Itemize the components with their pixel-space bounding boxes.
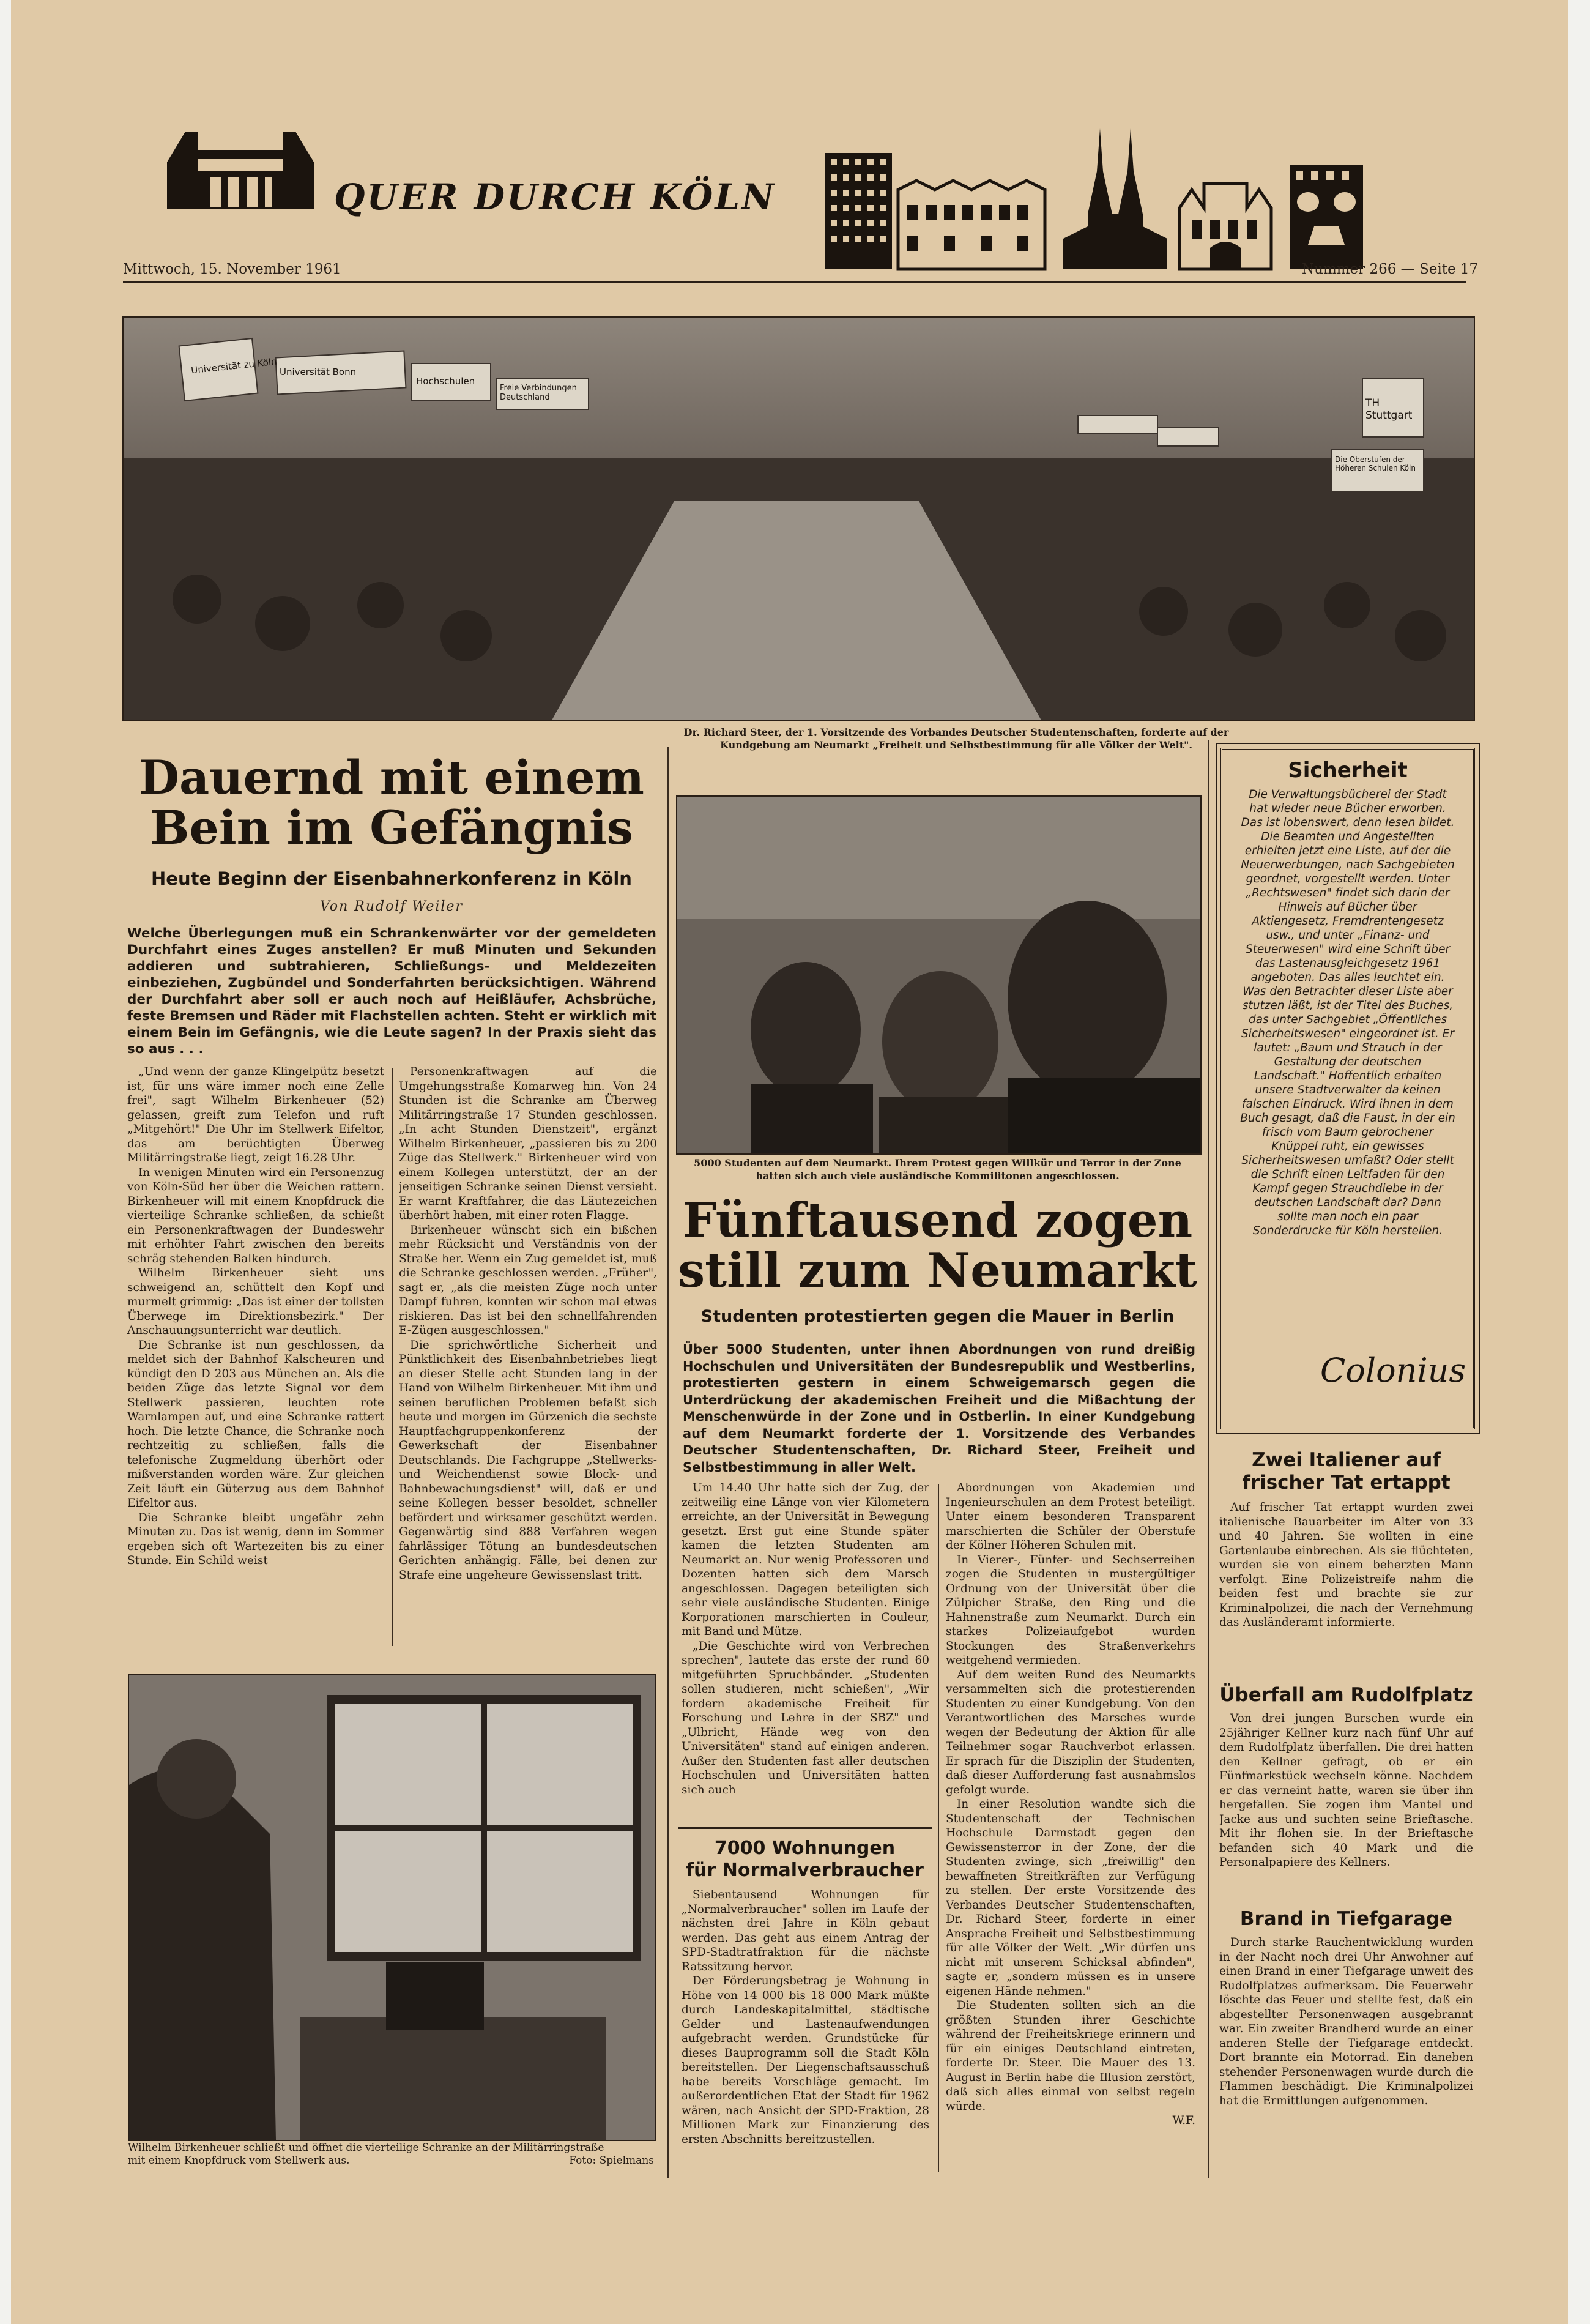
article1-paragraph: Wilhelm Birkenheuer sieht uns schweigend an, schüttelt den Kopf und murmelt grimmig: „Das ist einer der tollsten Überwege im Direktionsbezirk." Der Anschauungsunterricht war deutlich. (127, 1267, 384, 1337)
issue-date: Mittwoch, 15. November 1961 (123, 261, 341, 277)
commentary-title: Sicherheit (1288, 758, 1408, 783)
article3-paragraph: Der Förderungsbetrag je Wohnung in Höhe von 14 000 bis 18 000 Mark müßte durch Landeskapitalmittel, städtische Gelder und Lastenaufwendungen aufgebracht werden. Grundstücke für dieses Bauprogramm soll die Stadt Köln bereitstellen. Der Liegenschaftsausschuß habe bereits Vorschläge gemacht. Im außerordentlichen Etat der Stadt für 1962 wären, nach Ansicht der SPD-Fraktion, 28 Millionen Mark zur Finanzierung des ersten Abschnitts bereitzustellen. (682, 1975, 929, 2146)
article2-headline-line1: Fünftausend zogen (682, 1193, 1193, 1248)
banner-label-6: Die Oberstufen der Höheren Schulen Köln (1335, 455, 1416, 472)
article1-paragraph: Die Schranke ist nun geschlossen, da meldet sich der Bahnhof Kalscheuren und kündigt den D 203 aus München an. Als die beiden Züge das letzte Signal vor dem Stellwerk passieren, leuchten rote Warnlampen auf, und eine Schranke rattert hoch. Die letzte Chance, die Schranke noch rechtzeitig zu schließen, falls die telefonische Zugmeldung überhört oder mißverstanden worden wäre. Zur gleichen Zeit läuft ein Güterzug aus dem Bahnhof Eifeltor aus. (127, 1338, 384, 1510)
article5-text: Von drei jungen Burschen wurde ein 25jähriger Kellner kurz nach fünf Uhr auf dem Rudolfplatz überfallen. Die drei hatten den Kellner gefragt, ob er ein Fünfmarkstück wechseln könne. Nachdem er das verneint hatte, waren sie über ihn hergefallen. Sie zogen ihm Mantel und Jacke aus und suchten seine Brieftasche. Mit ihr flohen sie. In der Brieftasche befanden sich 40 Mark und die Personalpapiere des Kellners. (1219, 1712, 1473, 1869)
article1-paragraph: Die sprichwörtliche Sicherheit und Pünktlichkeit des Eisenbahnbetriebes liegt an dieser Stelle acht Stunden lang in der Hand von Wilhelm Birkenheuer. Mit ihm und seinen beruflichen Problemen befaßt sich heute und morgen im Gürzenich die sechste Hauptfachgruppenkonferenz der Gewerkschaft der Eisenbahner Deutschlands. Die Fachgruppe „Stellwerks- und Weichendienst sowie Block- und Bahnbewachungsdienst" will, daß er und seine Kollegen besser besoldet, schneller befördert und wirksamer geschützt werden. Gegenwärtig sind 888 Verfahren wegen fahrlässiger Tötung an bundesdeutschen Gerichten anhängig. Fälle, bei denen zur Strafe eine ungeheure Gewissenslast tritt. (399, 1338, 657, 1582)
article1-photo-credit: Foto: Spielmans (569, 2155, 654, 2167)
top-photo-caption: Dr. Richard Steer, der 1. Vorsitzende des Vorbandes Deutscher Studentenschaften, forderte auf der Kundgebung am Neumarkt „Freiheit und Selbstbestimmung für alle Völker der Welt". (683, 726, 1229, 751)
top-photo-demonstration (122, 316, 1475, 721)
article1-photo-signalbox (128, 1674, 656, 2141)
banner-label-2: Universität Bonn (280, 367, 357, 378)
article2-subhead: Studenten protestierten gegen die Mauer in Berlin (700, 1307, 1175, 1326)
article2-paragraph: „Die Geschichte wird von Verbrechen sprechen", lautete das erste der rund 60 mitgeführten Spruchbänder. „Studenten sollen studieren, nicht schießen", „Wir fordern akademische Freiheit für Forschung und Lehre in der SBZ" und „Ulbricht, Hände weg von den Universitäten" stand auf einigen anderen. Außer den Studenten fast aller deutschen Hochschulen und Universitäten hatten sich auch (682, 1639, 929, 1797)
article6-text: Durch starke Rauchentwicklung wurden in der Nacht noch drei Uhr Anwohner auf einen Brand in einer Tiefgarage unweit des Rudolfplatzes aufmerksam. Die Feuerwehr löschte das Feuer und stellte fest, daß ein abgestellter Personenwagen ausgebrannt war. Ein zweiter Brandherd wurde an einer anderen Stelle der Tiefgarage entdeckt. Dort brannte ein Motorrad. Ein daneben stehender Personenwagen wurde durch die Flammen beschädigt. Die Kriminalpolizei hat die Ermittlungen aufgenommen. (1219, 1936, 1473, 2107)
article3-column (682, 1888, 929, 2172)
article4-headline-line1: Zwei Italiener auf (1252, 1449, 1441, 1471)
newspaper-page (11, 0, 1568, 2324)
article1-headline-line2: Bein im Gefängnis (150, 800, 633, 855)
city-skyline-illustration (825, 122, 1504, 272)
article2-photo-students (676, 795, 1202, 1155)
masthead-title: QUER DURCH KÖLN (334, 176, 776, 218)
article1-paragraph: „Und wenn der ganze Klingelpütz besetzt ist, für uns wäre immer noch eine Zelle frei", sagt Wilhelm Birkenheuer (52) gelassen, greift zum Telefon und ruft „Mitgehört!" Die Uhr im Stellwerk Eifeltor, das am berüchtigten Überweg Militärringstraße liegt, zeigt 16.28 Uhr. (127, 1065, 384, 1164)
article5-headline: Überfall am Rudolfplatz (1219, 1684, 1473, 1706)
article2-author: W.F. (1172, 2114, 1195, 2127)
article2-headline-line2: still zum Neumarkt (678, 1243, 1197, 1298)
article6-headline: Brand in Tiefgarage (1239, 1908, 1453, 1930)
article5-column (1219, 1711, 1473, 1901)
banner-label-4: Freie Verbindungen Deutschland (500, 384, 577, 402)
article1-photo-caption-line2: mit einem Knopfdruck vom Stellwerk aus. (128, 2155, 350, 2167)
article3-headline-line1: 7000 Wohnungen (714, 1838, 896, 1859)
article1-paragraph: Die Schranke bleibt ungefähr zehn Minuten zu. Das ist wenig, denn im Sommer ergeben sich oft Wartezeiten bis zu einer Stunde. Ein Schild weist (127, 1511, 384, 1567)
article2-paragraph: Um 14.40 Uhr hatte sich der Zug, der zeitweilig eine Länge von vier Kilometern erreichte, an der Universität in Bewegung gesetzt. Erst gut eine Stunde später kamen die letzten Studenten am Neumarkt an. Nur wenig Professoren und Dozenten hatten sich dem Marsch angeschlossen. Dagegen beteiligten sich sehr viele ausländische Studenten. Einige Korporationen marschierten in Couleur, mit Band und Mütze. (682, 1481, 929, 1638)
article3-headline-line2: für Normalverbraucher (686, 1860, 924, 1881)
article1-paragraph: Personenkraftwagen auf die Umgehungsstraße Komarweg hin. Von 24 Stunden ist die Schranke am Überweg Militärringstraße 17 Stunden geschlossen. „In acht Stunden Dienstzeit", ergänzt Wilhelm Birkenheuer, „passieren bis zu 200 Züge das Stellwerk." Birkenheuer wird von einem Kollegen unterstützt, der an der jenseitigen Schranke seinen Dienst versieht. Er warnt Kraftfahrer, die das Läutezeichen überhört haben, mit einer roten Flagge. (399, 1065, 657, 1222)
article1-subhead: Heute Beginn der Eisenbahnerkonferenz in Köln (151, 868, 632, 889)
article2-paragraph: Abordnungen von Akademien und Ingenieurschulen an dem Protest beteiligt. Unter einem besonderen Transparent marschierten die Schüler der Oberstufe der Kölner Höheren Schulen mit. (946, 1481, 1195, 1552)
section-rule (1208, 740, 1209, 2178)
masthead-gate-icon (161, 125, 320, 211)
commentary-box (1220, 748, 1475, 1429)
section-rule (667, 747, 669, 2178)
article6-column (1219, 1935, 1473, 2171)
column-rule (392, 1068, 393, 1646)
article1-paragraph: In wenigen Minuten wird ein Personenzug von Köln-Süd her über die Weichen rattern. Birkenheuer will mit einem Knopfdruck die vierteilige Schranke schließen, da schießt ein Personenkraftwagen der Bundeswehr mit erhöhter Fahrt zwischen den bereits schräg stehenden Balken hindurch. (127, 1166, 384, 1265)
article4-headline-line2: frischer Tat ertappt (1242, 1472, 1451, 1494)
article1-paragraph: Birkenheuer wünscht sich ein bißchen mehr Rücksicht und Verständnis von der Straße her. Wenn ein Zug gemeldet ist, muß die Schranke geschlossen werden. „Früher", sagt er, „als die meisten Züge noch unter Dampf fuhren, konnten wir schon mal etwas riskieren. Das ist bei den schnellfahrenden E-Zügen ausgeschlossen." (399, 1223, 657, 1337)
article1-byline: Von Rudolf Weiler (320, 899, 463, 914)
banner-label-5: TH Stuttgart (1365, 397, 1413, 422)
article2-column-1 (682, 1481, 929, 1820)
article2-paragraph: In Vierer-, Fünfer- und Sechserreihen zogen die Studenten in mustergültiger Ordnung von der Universität über die Zülpicher Straße, den Ring und die Hahnenstraße zum Neumarkt. Durch ein starkes Polizeiaufgebot wurden Stockungen des Straßenverkehrs weitgehend vermieden. (946, 1553, 1195, 1667)
article2-paragraph: Auf dem weiten Rund des Neumarkts versammelten sich die protestierenden Studenten zu einer Kundgebung. Von den Verantwortlichen des Marsches wurde wegen der Bedeutung der Aktion für alle Teilnehmer sogar Rauchverbot erlassen. Er sprach für die Disziplin der Studenten, daß dieser Aufforderung fast ausnahmslos gefolgt wurde. (946, 1668, 1195, 1797)
article3-rule (678, 1827, 932, 1829)
article1-column-2 (399, 1065, 657, 1652)
column-rule (938, 1484, 939, 2172)
article4-column (1219, 1500, 1473, 1675)
article2-lead: Über 5000 Studenten, unter ihnen Abordnungen von rund dreißig Hochschulen und Universitäten der Bundesrepublik und Westberlins, protestierten gestern in einem Schweigemarsch gegen die Unterdrückung der akademischen Freiheit und die Mißachtung der Menschenwürde in der Zone und in Ostberlin. In einer Kundgebung auf dem Neumarkt forderte der 1. Vorsitzende des Verbandes Deutscher Studentenschaften, Dr. Richard Steer, Freiheit und Selbstbestimmung in aller Welt. (683, 1342, 1195, 1475)
article2-paragraph: Die Studenten sollten sich an die größten Stunden ihrer Geschichte während der Freiheitskriege erinnern und für ein einiges Deutschland eintreten, forderte Dr. Steer. Die Mauer des 13. August in Berlin habe die Illusion zerstört, daß sich alles einmal von selbst regeln würde. (946, 1999, 1195, 2113)
article1-photo-caption-line1: Wilhelm Birkenheuer schließt und öffnet die vierteilige Schranke an der Militärringstraße (128, 2142, 604, 2154)
banner-label-3: Hochschulen (416, 376, 475, 387)
article4-text: Auf frischer Tat ertappt wurden zwei italienische Bauarbeiter im Alter von 33 und 40 Jahren. Sie wollten in eine Gartenlaube einbrechen. Als sie flüchteten, wurden sie von einem beherzten Mann verfolgt. Eine Polizeistreife nahm die beiden fest und brachte sie zur Kriminalpolizei, die nach der Vernehmung das Ausländeramt informierte. (1219, 1501, 1473, 1629)
article2-paragraph: In einer Resolution wandte sich die Studentenschaft der Technischen Hochschule Darmstadt gegen den Gewissensterror in der Zone, der die Studenten zwinge, sich „freiwillig" den bewaffneten Streitkräften zur Verfügung zu stellen. Der erste Vorsitzende des Verbandes Deutscher Studentenschaften, Dr. Richard Steer, forderte in einer Ansprache Freiheit und Selbstbestimmung für alle Völker der Welt. „Wir dürfen uns nicht mit unserem Schicksal abfinden", sagte er, „sondern müssen es in unsere eigenen Hände nehmen." (946, 1798, 1195, 1998)
article1-headline-line1: Dauernd mit einem (139, 750, 644, 805)
article1-lead: Welche Überlegungen muß ein Schrankenwärter vor der gemeldeten Durchfahrt eines Zuges anstellen? Er muß Minuten und Sekunden addieren und subtrahieren, Schließungs- und Meldezeiten einbeziehen, Zugbündel und Sonderfahrten berücksichtigen. Während der Durchfahrt aber soll er auch noch auf Heißläufer, Achsbrüche, feste Bremsen und Räder mit Flachstellen achten. Steht er wirklich mit einem Bein im Gefängnis, wie die Leute sagen? In der Praxis sieht das so aus . . . (127, 926, 656, 1057)
banner-label-1: Universität zu Köln (190, 356, 278, 376)
article1-column-1 (127, 1065, 384, 1652)
masthead-rule (123, 281, 1466, 283)
commentary-text: Die Verwaltungsbücherei der Stadt hat wieder neue Bücher erworben. Das ist lobenswert, denn lesen bildet. Die Beamten und Angestellten erhielten jetzt eine Liste, auf der die Neuerwerbungen, nach Sachgebieten geordnet, vorgestellt werden. Unter „Rechtswesen" findet sich darin der Hinweis auf Bücher über Aktiengesetz, Fremdrentengesetz usw., und unter „Finanz- und Steuerwesen" wird eine Schrift über das Lastenausgleichgesetz 1961 angeboten. Das alles leuchtet ein. Was den Betrachter dieser Liste aber stutzen läßt, ist der Titel des Buches, das unter Sachgebiet „Öffentliches Sicherheitswesen" eingeordnet ist. Er lautet: „Baum und Strauch in der Gestaltung der deutschen Landschaft." Hoffentlich erhalten unsere Stadtverwalter da keinen falschen Eindruck. Wird ihnen in dem Buch gesagt, daß die Faust, in der ein frisch vom Baum gebrochener Knüppel ruht, ein gewisses Sicherheitswesen umfaßt? Oder stellt die Schrift einen Leitfaden für den Kampf gegen Strauchdiebe in der deutschen Landschaft dar? Dann sollte man noch ein paar Sonderdrucke für Köln herstellen. (1240, 788, 1455, 1237)
issue-number: Nummer 266 — Seite 17 (1302, 261, 1479, 277)
article2-column-2 (946, 1481, 1195, 2169)
article3-paragraph: Siebentausend Wohnungen für „Normalverbraucher" sollen im Laufe der nächsten drei Jahre in Köln gebaut werden. Das geht aus einem Antrag der SPD-Stadtratfraktion für die nächste Ratssitzung hervor. (682, 1888, 929, 1973)
article2-photo-caption: 5000 Studenten auf dem Neumarkt. Ihrem Protest gegen Willkür und Terror in der Zone hatten sich auch viele ausländische Kommilitonen angeschlossen. (694, 1157, 1181, 1182)
commentary-signature: Colonius (1320, 1351, 1466, 1390)
